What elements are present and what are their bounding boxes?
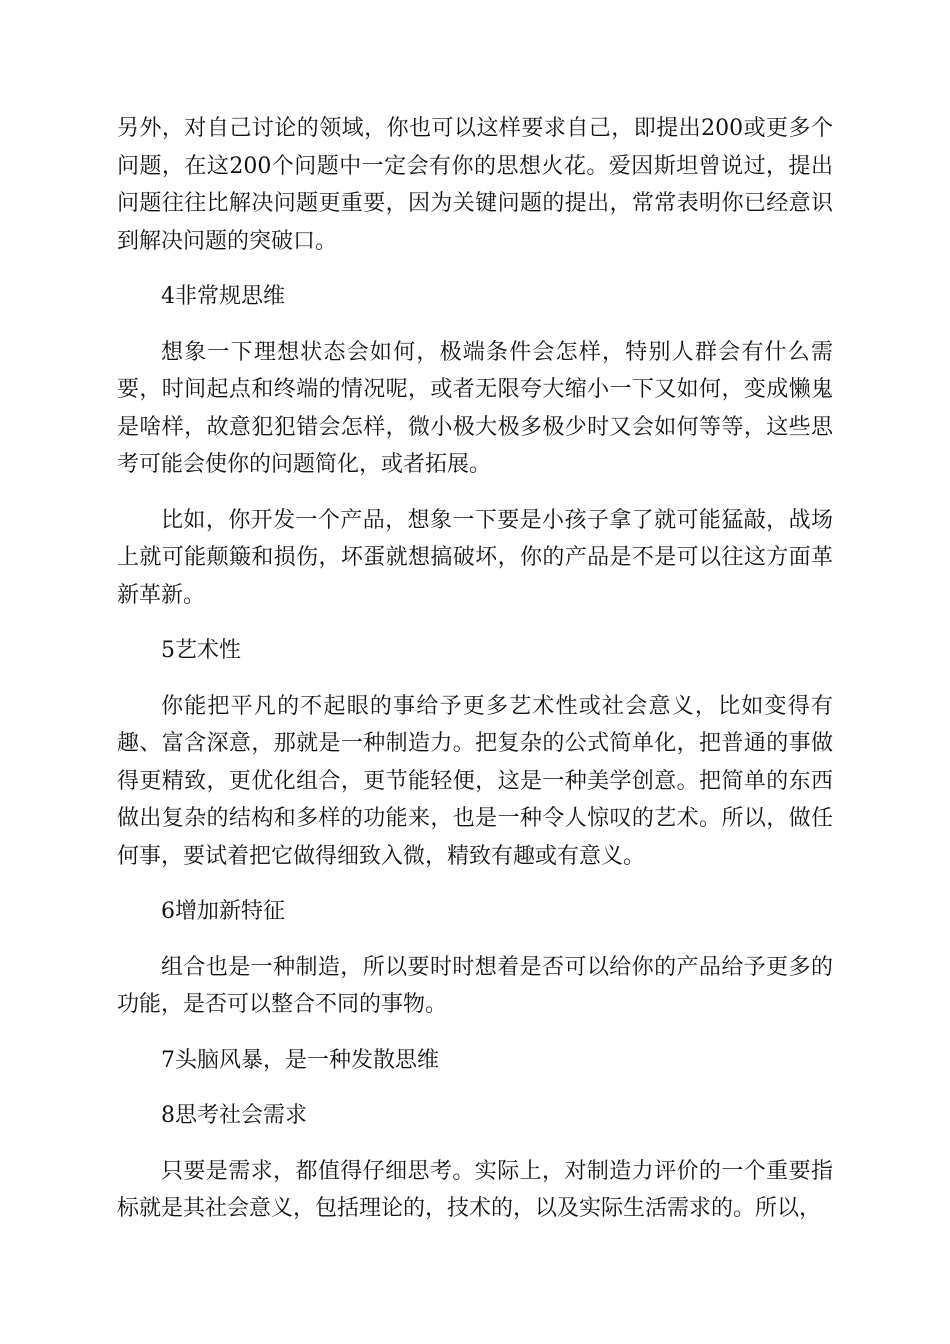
section-heading-7: 7头脑风暴，是一种发散思维 (161, 1047, 439, 1073)
paragraph-new-features: 组合也是一种制造，所以要时时想着是否可以给你的产品给予更多的功能，是否可以整合不同的事物。 (117, 954, 833, 1017)
section-heading-6: 6增加新特征 (161, 899, 285, 924)
paragraph-unconventional-thinking: 想象一下理想状态会如何，极端条件会怎样，特别人群会有什么需要，时间起点和终端的情况呢，或者无限夸大缩小一下又如何，变成懒鬼是啥样，故意犯犯错会怎样，微小极大极多极少时又会如何等等，这些思考可能会使你的问题简化，或者拓展。 (117, 339, 833, 477)
section-heading-4: 4非常规思维 (161, 284, 285, 309)
paragraph-artistry: 你能把平凡的不起眼的事给予更多艺术性或社会意义，比如变得有趣、富含深意，那就是一种制造力。把复杂的公式简单化，把普通的事做得更精致，更优化组合，更节能轻便，这是一种美学创意。把简单的东西做出复杂的结构和多样的功能来，也是一种令人惊叹的艺术。所以，做任何事，要试着把它做得细致入微，精致有趣或有意义。 (117, 693, 833, 869)
section-heading-8: 8思考社会需求 (161, 1103, 307, 1128)
paragraph-intro: 另外，对自己讨论的领域，你也可以这样要求自己，即提出200或更多个问题，在这200个问题中一定会有你的思想火花。爱因斯坦曾说过，提出问题往往比解决问题更重要，因为关键问题的提出，常常表明你已经意识到解决问题的突破口。 (117, 116, 833, 254)
paragraph-social-needs: 只要是需求，都值得仔细思考。实际上，对制造力评价的一个重要指标就是其社会意义，包括理论的，技术的，以及实际生活需求的。所以， (117, 1158, 833, 1221)
section-heading-5: 5艺术性 (161, 638, 241, 663)
paragraph-product-example: 比如，你开发一个产品，想象一下要是小孩子拿了就可能猛敲，战场上就可能颠簸和损伤，坏蛋就想搞破坏，你的产品是不是可以往这方面革新革新。 (117, 507, 833, 608)
document-page (117, 110, 833, 1246)
